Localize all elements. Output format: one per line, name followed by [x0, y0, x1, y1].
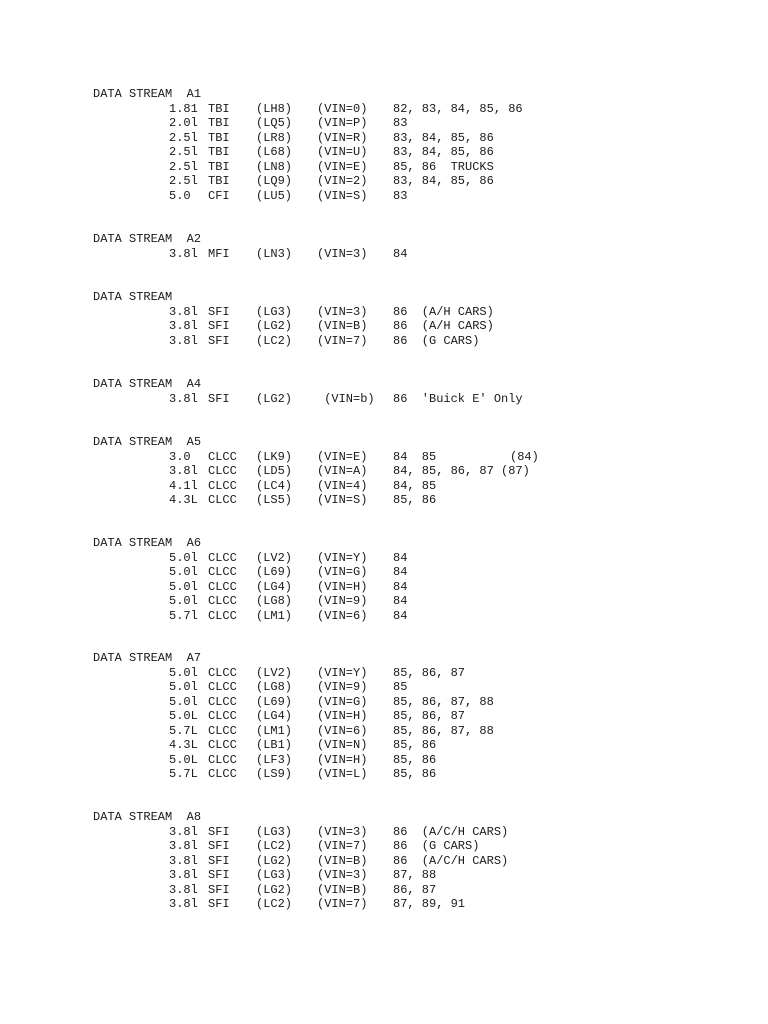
engine-code-cell: (LN3): [256, 246, 293, 261]
engine-row: [0, 594, 768, 609]
fuel-system-cell: CLCC: [208, 608, 237, 623]
displacement-cell: 5.0L: [169, 709, 198, 723]
displacement-cell: 2.5l: [169, 174, 198, 188]
engine-code-cell: (LG3): [256, 824, 293, 839]
vin-cell: (VIN=P): [317, 116, 368, 130]
displacement-cell: 3.8l: [169, 897, 198, 911]
engine-code-cell: (LS5): [256, 493, 293, 507]
engine-code-cell: (LQ9): [256, 174, 293, 188]
vin-cell: (VIN=G): [317, 565, 368, 579]
engine-code-cell: (LC2): [256, 333, 293, 348]
engine-row: [0, 753, 768, 768]
engine-row: [0, 145, 768, 160]
model-years-cell: 86 (G CARS): [393, 333, 480, 348]
fuel-system-cell: CLCC: [208, 565, 237, 579]
model-years-cell: 84: [393, 246, 408, 261]
displacement-cell: 3.8l: [169, 319, 198, 333]
vin-cell: (VIN=3): [317, 304, 368, 319]
displacement-cell: 5.0l: [169, 665, 198, 680]
model-years-cell: 85, 86: [393, 752, 437, 767]
section-title: DATA STREAM A6: [93, 536, 202, 550]
model-years-cell: 84: [393, 550, 408, 565]
vin-cell: (VIN=b): [317, 391, 375, 406]
engine-code-cell: (LB1): [256, 738, 293, 752]
engine-row: [0, 609, 768, 624]
note-cell: (84): [510, 449, 539, 464]
vin-cell: (VIN=3): [317, 824, 368, 839]
displacement-cell: 3.8l: [169, 853, 198, 868]
model-years-cell: 85, 86, 87, 88: [393, 723, 494, 738]
displacement-cell: 3.0: [169, 449, 198, 464]
fuel-system-cell: CLCC: [208, 694, 237, 709]
displacement-cell: 2.5l: [169, 159, 198, 174]
engine-row: [0, 724, 768, 739]
engine-code-cell: (LH8): [256, 101, 293, 116]
model-years-cell: 85, 86, 87: [393, 709, 466, 723]
fuel-system-cell: CLCC: [208, 767, 237, 781]
vin-cell: (VIN=G): [317, 694, 368, 709]
engine-code-cell: (LG4): [256, 709, 293, 723]
engine-code-cell: (LC2): [256, 897, 293, 911]
fuel-system-cell: CLCC: [208, 738, 237, 752]
model-years-cell: 83, 84, 85, 86: [393, 145, 494, 159]
engine-row: [0, 883, 768, 898]
vin-cell: (VIN=B): [317, 853, 368, 868]
fuel-system-cell: TBI: [208, 116, 230, 130]
engine-code-cell: (LG2): [256, 391, 293, 406]
displacement-cell: 4.1l: [169, 478, 198, 493]
vin-cell: (VIN=A): [317, 464, 368, 478]
engine-row: [0, 897, 768, 912]
displacement-cell: 5.0L: [169, 752, 198, 767]
engine-row: [0, 116, 768, 131]
engine-row: [0, 680, 768, 695]
fuel-system-cell: CFI: [208, 188, 230, 203]
engine-code-cell: (LG8): [256, 680, 293, 694]
engine-row: [0, 305, 768, 320]
fuel-system-cell: CLCC: [208, 579, 237, 594]
engine-row: [0, 464, 768, 479]
displacement-cell: 2.5l: [169, 145, 198, 159]
section-title: DATA STREAM A7: [93, 651, 202, 665]
engine-code-cell: (LV2): [256, 550, 293, 565]
displacement-cell: 3.8l: [169, 882, 198, 897]
model-years-cell: 85, 86 TRUCKS: [393, 159, 494, 174]
fuel-system-cell: TBI: [208, 130, 230, 145]
vin-cell: (VIN=B): [317, 319, 368, 333]
fuel-system-cell: CLCC: [208, 665, 237, 680]
vin-cell: (VIN=E): [317, 449, 368, 464]
engine-row: [0, 392, 768, 407]
model-years-cell: 86 (A/H CARS): [393, 304, 494, 319]
fuel-system-cell: TBI: [208, 101, 230, 116]
engine-row: [0, 767, 768, 782]
engine-row: [0, 839, 768, 854]
engine-code-cell: (LG2): [256, 853, 293, 868]
engine-code-cell: (LS9): [256, 767, 293, 781]
model-years-cell: 84, 85, 86, 87 (87): [393, 464, 530, 478]
engine-code-cell: (LN8): [256, 159, 293, 174]
engine-row: [0, 695, 768, 710]
model-years-cell: 86 (A/C/H CARS): [393, 853, 509, 868]
engine-code-cell: (L69): [256, 565, 293, 579]
displacement-cell: 5.7L: [169, 767, 198, 781]
displacement-cell: 5.0l: [169, 579, 198, 594]
engine-row: [0, 174, 768, 189]
engine-code-cell: (L69): [256, 694, 293, 709]
engine-row: [0, 709, 768, 724]
model-years-cell: 83: [393, 116, 408, 130]
model-years-cell: 86 (A/C/H CARS): [393, 824, 509, 839]
engine-code-cell: (LG3): [256, 304, 293, 319]
displacement-cell: 5.0: [169, 188, 198, 203]
engine-code-cell: (LV2): [256, 665, 293, 680]
engine-row: [0, 666, 768, 681]
engine-row: [0, 247, 768, 262]
model-years-cell: 87, 89, 91: [393, 897, 466, 911]
model-years-cell: 84: [393, 594, 408, 608]
model-years-cell: 85: [393, 680, 408, 694]
model-years-cell: 85, 86, 87: [393, 665, 466, 680]
displacement-cell: 3.8l: [169, 246, 198, 261]
displacement-cell: 5.0l: [169, 594, 198, 608]
displacement-cell: 5.0l: [169, 680, 198, 694]
engine-row: [0, 334, 768, 349]
engine-row: [0, 580, 768, 595]
vin-cell: (VIN=3): [317, 868, 368, 882]
vin-cell: (VIN=4): [317, 478, 368, 493]
section-title: DATA STREAM A8: [93, 810, 202, 824]
engine-row: [0, 565, 768, 580]
model-years-cell: 84: [393, 565, 408, 579]
displacement-cell: 2.5l: [169, 130, 198, 145]
fuel-system-cell: TBI: [208, 159, 230, 174]
engine-row: [0, 189, 768, 204]
model-years-cell: 84 85: [393, 449, 437, 464]
displacement-cell: 3.8l: [169, 868, 198, 882]
model-years-cell: 87, 88: [393, 868, 437, 882]
displacement-cell: 4.3L: [169, 738, 198, 752]
fuel-system-cell: CLCC: [208, 594, 237, 608]
model-years-cell: 86, 87: [393, 882, 437, 897]
engine-code-cell: (LG8): [256, 594, 293, 608]
engine-row: [0, 868, 768, 883]
fuel-system-cell: SFI: [208, 882, 230, 897]
fuel-system-cell: SFI: [208, 391, 230, 406]
engine-code-cell: (LG2): [256, 319, 293, 333]
engine-row: [0, 160, 768, 175]
displacement-cell: 3.8l: [169, 391, 198, 406]
displacement-cell: 5.0l: [169, 694, 198, 709]
engine-code-cell: (LK9): [256, 449, 293, 464]
engine-code-cell: (LC4): [256, 478, 293, 493]
engine-row: [0, 319, 768, 334]
displacement-cell: 1.81: [169, 101, 198, 116]
vin-cell: (VIN=R): [317, 130, 368, 145]
fuel-system-cell: SFI: [208, 853, 230, 868]
vin-cell: (VIN=6): [317, 608, 368, 623]
vin-cell: (VIN=L): [317, 767, 368, 781]
displacement-cell: 4.3L: [169, 493, 198, 507]
vin-cell: (VIN=6): [317, 723, 368, 738]
fuel-system-cell: CLCC: [208, 550, 237, 565]
section-title: DATA STREAM A1: [93, 87, 202, 101]
section-title: DATA STREAM A5: [93, 435, 202, 449]
engine-row: [0, 551, 768, 566]
model-years-cell: 86 (G CARS): [393, 839, 480, 853]
displacement-cell: 5.0l: [169, 550, 198, 565]
vin-cell: (VIN=Y): [317, 665, 368, 680]
vin-cell: (VIN=9): [317, 680, 368, 694]
fuel-system-cell: SFI: [208, 319, 230, 333]
model-years-cell: 84, 85: [393, 478, 437, 493]
vin-cell: (VIN=U): [317, 145, 368, 159]
engine-row: [0, 738, 768, 753]
displacement-cell: 3.8l: [169, 304, 198, 319]
vin-cell: (VIN=S): [317, 493, 368, 507]
fuel-system-cell: CLCC: [208, 709, 237, 723]
engine-code-cell: (LG4): [256, 579, 293, 594]
engine-code-cell: (LM1): [256, 723, 293, 738]
model-years-cell: 83, 84, 85, 86: [393, 130, 494, 145]
fuel-system-cell: SFI: [208, 897, 230, 911]
displacement-cell: 5.7l: [169, 608, 198, 623]
model-years-cell: 84: [393, 608, 408, 623]
model-years-cell: 86 'Buick E' Only: [393, 391, 523, 406]
engine-row: [0, 102, 768, 117]
engine-code-cell: (LF3): [256, 752, 293, 767]
engine-code-cell: (LQ5): [256, 116, 293, 130]
engine-row: [0, 450, 768, 465]
vin-cell: (VIN=B): [317, 882, 368, 897]
fuel-system-cell: CLCC: [208, 449, 237, 464]
engine-row: [0, 854, 768, 869]
fuel-system-cell: TBI: [208, 174, 230, 188]
displacement-cell: 3.8l: [169, 464, 198, 478]
vin-cell: (VIN=S): [317, 188, 368, 203]
fuel-system-cell: SFI: [208, 839, 230, 853]
engine-row: [0, 131, 768, 146]
section-title: DATA STREAM A4: [93, 377, 202, 391]
model-years-cell: 85, 86: [393, 738, 437, 752]
model-years-cell: 86 (A/H CARS): [393, 319, 494, 333]
engine-code-cell: (L68): [256, 145, 293, 159]
vin-cell: (VIN=7): [317, 839, 368, 853]
section-title: DATA STREAM: [93, 290, 173, 304]
engine-code-cell: (LR8): [256, 130, 293, 145]
vin-cell: (VIN=E): [317, 159, 368, 174]
engine-row: [0, 493, 768, 508]
model-years-cell: 85, 86: [393, 493, 437, 507]
fuel-system-cell: CLCC: [208, 680, 237, 694]
engine-code-cell: (LC2): [256, 839, 293, 853]
fuel-system-cell: CLCC: [208, 723, 237, 738]
model-years-cell: 84: [393, 579, 408, 594]
displacement-cell: 3.8l: [169, 333, 198, 348]
vin-cell: (VIN=H): [317, 579, 368, 594]
displacement-cell: 3.8l: [169, 839, 198, 853]
engine-code-cell: (LD5): [256, 464, 293, 478]
vin-cell: (VIN=H): [317, 709, 368, 723]
fuel-system-cell: SFI: [208, 304, 230, 319]
engine-code-cell: (LM1): [256, 608, 293, 623]
vin-cell: (VIN=2): [317, 174, 368, 188]
fuel-system-cell: SFI: [208, 868, 230, 882]
vin-cell: (VIN=7): [317, 333, 368, 348]
model-years-cell: 83: [393, 188, 408, 203]
engine-code-cell: (LG3): [256, 868, 293, 882]
model-years-cell: 83, 84, 85, 86: [393, 174, 494, 188]
vin-cell: (VIN=Y): [317, 550, 368, 565]
displacement-cell: 2.0l: [169, 116, 198, 130]
vin-cell: (VIN=N): [317, 738, 368, 752]
vin-cell: (VIN=7): [317, 897, 368, 911]
fuel-system-cell: CLCC: [208, 478, 237, 493]
vin-cell: (VIN=9): [317, 594, 368, 608]
fuel-system-cell: MFI: [208, 246, 230, 261]
engine-row: [0, 479, 768, 494]
fuel-system-cell: SFI: [208, 333, 230, 348]
fuel-system-cell: SFI: [208, 824, 230, 839]
model-years-cell: 82, 83, 84, 85, 86: [393, 101, 523, 116]
section-title: DATA STREAM A2: [93, 232, 202, 246]
fuel-system-cell: CLCC: [208, 752, 237, 767]
model-years-cell: 85, 86, 87, 88: [393, 694, 494, 709]
displacement-cell: 5.0l: [169, 565, 198, 579]
engine-code-cell: (LG2): [256, 882, 293, 897]
fuel-system-cell: CLCC: [208, 464, 237, 478]
vin-cell: (VIN=0): [317, 101, 368, 116]
engine-row: [0, 825, 768, 840]
engine-code-cell: (LU5): [256, 188, 293, 203]
displacement-cell: 5.7L: [169, 723, 198, 738]
fuel-system-cell: CLCC: [208, 493, 237, 507]
displacement-cell: 3.8l: [169, 824, 198, 839]
fuel-system-cell: TBI: [208, 145, 230, 159]
vin-cell: (VIN=H): [317, 752, 368, 767]
model-years-cell: 85, 86: [393, 767, 437, 781]
vin-cell: (VIN=3): [317, 246, 368, 261]
